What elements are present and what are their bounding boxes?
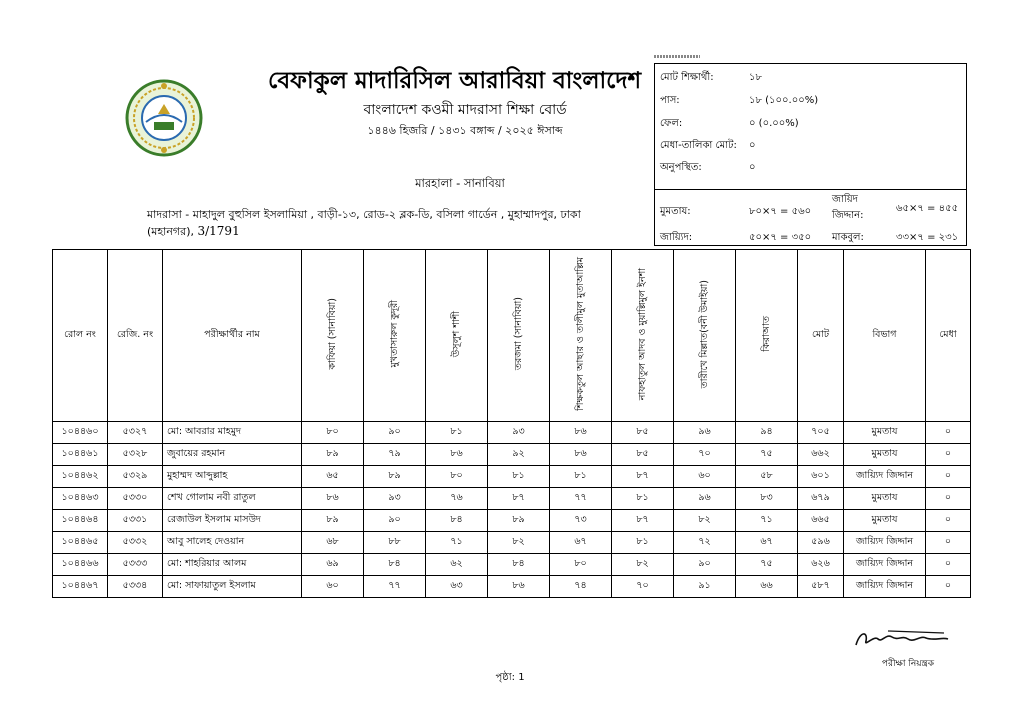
col-subject-1-label: কাফিয়া (সানাবিয়া) bbox=[327, 298, 338, 370]
results-table bbox=[52, 249, 971, 598]
table-row bbox=[53, 444, 971, 466]
cell-reg: ৫৩২৯ bbox=[108, 466, 163, 488]
cell-roll: ১০৪৪৬৬ bbox=[53, 554, 108, 576]
table-row bbox=[53, 422, 971, 444]
cell-mark: ৮৭ bbox=[612, 510, 674, 532]
cell-mark: ৮৬ bbox=[488, 576, 550, 598]
cell-mark: ৯৩ bbox=[488, 422, 550, 444]
cell-division: মুমতায bbox=[844, 488, 926, 510]
cell-mark: ৮০ bbox=[550, 554, 612, 576]
col-subject-6 bbox=[612, 250, 674, 422]
cell-division: মুমতায bbox=[844, 510, 926, 532]
cell-mark: ৯৪ bbox=[736, 422, 798, 444]
cell-name: মো: আবরার মাহমুদ bbox=[163, 422, 302, 444]
cell-roll: ১০৪৪৬৩ bbox=[53, 488, 108, 510]
cell-mark: ৮৬ bbox=[550, 422, 612, 444]
cell-mark: ৮৬ bbox=[302, 488, 364, 510]
cell-mark: ৭৫ bbox=[736, 444, 798, 466]
table-row bbox=[53, 576, 971, 598]
summary-merit-label: মেধা-তালিকা মোট: bbox=[660, 140, 737, 151]
col-division: বিভাগ bbox=[844, 250, 926, 422]
cell-division: জায়্যিদ জিদ্দান bbox=[844, 554, 926, 576]
cell-merit: ০ bbox=[926, 532, 971, 554]
cell-mark: ৬২ bbox=[426, 554, 488, 576]
cell-mark: ৯০ bbox=[364, 422, 426, 444]
col-subject-7 bbox=[674, 250, 736, 422]
table-header-row bbox=[53, 250, 971, 422]
col-subject-7-label: তারীখে মিল্লাত(বনী উমাইয়া) bbox=[699, 279, 710, 389]
cell-division: মুমতায bbox=[844, 422, 926, 444]
cell-mark: ৭৪ bbox=[550, 576, 612, 598]
cell-mark: ৮৩ bbox=[736, 488, 798, 510]
summary-fail-label: ফেল: bbox=[660, 118, 683, 129]
summary-tag bbox=[654, 55, 700, 58]
summary-pass-value: ১৮ (১০০.০০%) bbox=[749, 95, 819, 106]
grade-jj-label-1: জায়িদ bbox=[832, 194, 858, 205]
table-row bbox=[53, 510, 971, 532]
cell-mark: ৮৬ bbox=[550, 444, 612, 466]
cell-total: ৫৯৬ bbox=[798, 532, 844, 554]
madrasa-address: মাদরাসা - মাহাদুল বুহুসিল ইসলামিয়া , বাড়ী-১৩, রোড-২ ব্লক-ডি, বসিলা গার্ডেন , মুহাম্মাদপুর, ঢাকা bbox=[147, 208, 581, 221]
cell-mark: ৭৬ bbox=[426, 488, 488, 510]
cell-mark: ৭১ bbox=[426, 532, 488, 554]
table-row bbox=[53, 554, 971, 576]
cell-total: ৬০১ bbox=[798, 466, 844, 488]
cell-mark: ৭১ bbox=[736, 510, 798, 532]
cell-merit: ০ bbox=[926, 510, 971, 532]
cell-name: রেজাউল ইসলাম মাসউদ bbox=[163, 510, 302, 532]
cell-mark: ৮৭ bbox=[612, 466, 674, 488]
madrasa-address-cont: (মহানগর), bbox=[147, 225, 194, 238]
summary-absent-label: অনুপস্থিত: bbox=[660, 162, 702, 173]
cell-mark: ৮১ bbox=[426, 422, 488, 444]
grade-maqbul-label: মাকবুল: bbox=[832, 232, 864, 243]
session-date-line: ১৪৪৬ হিজরি / ১৪৩১ বঙ্গাব্দ / ২০২৫ ঈসাব্দ bbox=[367, 124, 563, 137]
cell-mark: ৮৪ bbox=[426, 510, 488, 532]
cell-mark: ৭০ bbox=[674, 444, 736, 466]
cell-mark: ৭৭ bbox=[364, 576, 426, 598]
cell-reg: ৫৩৩১ bbox=[108, 510, 163, 532]
grade-jayyid-value: ৫০×৭ = ৩৫০ bbox=[749, 232, 812, 243]
col-subject-3-label: উসূলুশ শাশী bbox=[451, 310, 462, 358]
col-total: মোট bbox=[798, 250, 844, 422]
cell-mark: ৮১ bbox=[612, 488, 674, 510]
cell-roll: ১০৪৪৬৪ bbox=[53, 510, 108, 532]
table-row bbox=[53, 466, 971, 488]
cell-merit: ০ bbox=[926, 422, 971, 444]
cell-reg: ৫৩৩৩ bbox=[108, 554, 163, 576]
col-reg: রেজি. নং bbox=[108, 250, 163, 422]
cell-mark: ৮৮ bbox=[364, 532, 426, 554]
cell-merit: ০ bbox=[926, 554, 971, 576]
col-subject-6-label: নাফহাতুল আদব ও মুয়াল্লিমুল ইনশা bbox=[637, 267, 648, 401]
cell-mark: ৫৮ bbox=[736, 466, 798, 488]
grade-jj-value: ৬৫×৭ = ৪৫৫ bbox=[896, 203, 959, 214]
summary-absent-value: ০ bbox=[749, 162, 756, 173]
signature-label: পরীক্ষা নিয়ন্ত্রক bbox=[881, 659, 935, 669]
cell-mark: ৭৩ bbox=[550, 510, 612, 532]
cell-merit: ০ bbox=[926, 466, 971, 488]
cell-mark: ৮৯ bbox=[488, 510, 550, 532]
col-merit: মেধা bbox=[926, 250, 971, 422]
page-number: পৃষ্ঠা: 1 bbox=[495, 672, 525, 683]
cell-reg: ৫৩২৭ bbox=[108, 422, 163, 444]
grade-jayyid-label: জায়্যিদ: bbox=[660, 232, 693, 243]
cell-mark: ৮২ bbox=[674, 510, 736, 532]
cell-mark: ৯১ bbox=[674, 576, 736, 598]
col-subject-2-label: মুখতাসারুল কুদূরী bbox=[389, 300, 400, 368]
cell-mark: ৭২ bbox=[674, 532, 736, 554]
cell-division: জায়্যিদ জিদ্দান bbox=[844, 576, 926, 598]
cell-mark: ৮৪ bbox=[488, 554, 550, 576]
cell-mark: ৯০ bbox=[674, 554, 736, 576]
cell-mark: ৯০ bbox=[364, 510, 426, 532]
summary-divider bbox=[655, 189, 966, 190]
cell-mark: ৬৯ bbox=[302, 554, 364, 576]
cell-total: ৬৬৫ bbox=[798, 510, 844, 532]
cell-mark: ৬৬ bbox=[736, 576, 798, 598]
cell-mark: ৮১ bbox=[612, 532, 674, 554]
cell-division: জায়্যিদ জিদ্দান bbox=[844, 532, 926, 554]
cell-roll: ১০৪৪৬২ bbox=[53, 466, 108, 488]
cell-roll: ১০৪৪৬৭ bbox=[53, 576, 108, 598]
col-subject-3 bbox=[426, 250, 488, 422]
cell-mark: ৯৬ bbox=[674, 488, 736, 510]
col-subject-2 bbox=[364, 250, 426, 422]
summary-total-value: ১৮ bbox=[749, 72, 762, 83]
cell-mark: ৮৬ bbox=[426, 444, 488, 466]
cell-mark: ৮৭ bbox=[488, 488, 550, 510]
summary-pass-label: পাস: bbox=[660, 95, 680, 106]
col-subject-5 bbox=[550, 250, 612, 422]
cell-mark: ৮১ bbox=[488, 466, 550, 488]
cell-mark: ৬৭ bbox=[550, 532, 612, 554]
cell-name: মো: সাফায়াতুল ইসলাম bbox=[163, 576, 302, 598]
cell-division: মুমতায bbox=[844, 444, 926, 466]
cell-merit: ০ bbox=[926, 444, 971, 466]
summary-merit-value: ০ bbox=[749, 140, 756, 151]
cell-name: মুহাম্মদ আব্দুল্লাহ bbox=[163, 466, 302, 488]
cell-total: ৬৭৯ bbox=[798, 488, 844, 510]
controller-signature bbox=[848, 627, 953, 651]
col-name: পরীক্ষার্থীর নাম bbox=[163, 250, 302, 422]
cell-merit: ০ bbox=[926, 576, 971, 598]
col-subject-5-label: শিক্ষকতুল আছার ও তালীমুল মুতাআল্লিম bbox=[575, 257, 586, 411]
grade-jj-label-2: জিদ্দান: bbox=[832, 210, 864, 221]
cell-mark: ৬০ bbox=[302, 576, 364, 598]
cell-mark: ৬৩ bbox=[426, 576, 488, 598]
cell-mark: ৬০ bbox=[674, 466, 736, 488]
cell-mark: ৮৫ bbox=[612, 422, 674, 444]
summary-box bbox=[654, 63, 967, 246]
cell-reg: ৫৩৩৪ bbox=[108, 576, 163, 598]
cell-mark: ৮৯ bbox=[302, 444, 364, 466]
cell-name: মো: শাহরিয়ার আলম bbox=[163, 554, 302, 576]
cell-merit: ০ bbox=[926, 488, 971, 510]
cell-mark: ৯২ bbox=[488, 444, 550, 466]
cell-mark: ৯৬ bbox=[674, 422, 736, 444]
table-row bbox=[53, 488, 971, 510]
cell-mark: ৮০ bbox=[426, 466, 488, 488]
col-subject-8 bbox=[736, 250, 798, 422]
grade-mumtaz-label: মুমতায: bbox=[660, 206, 691, 217]
cell-name: জুবায়ের রহমান bbox=[163, 444, 302, 466]
col-subject-1 bbox=[302, 250, 364, 422]
cell-mark: ৭০ bbox=[612, 576, 674, 598]
cell-mark: ৭৯ bbox=[364, 444, 426, 466]
cell-mark: ৮১ bbox=[550, 466, 612, 488]
madrasa-code: 3/1791 bbox=[197, 224, 240, 238]
grade-maqbul-value: ৩৩×৭ = ২৩১ bbox=[896, 232, 959, 243]
cell-total: ৬৬২ bbox=[798, 444, 844, 466]
cell-roll: ১০৪৪৬৫ bbox=[53, 532, 108, 554]
cell-mark: ৬৫ bbox=[302, 466, 364, 488]
cell-mark: ৮৫ bbox=[612, 444, 674, 466]
summary-fail-value: ০ (০.০০%) bbox=[749, 118, 799, 129]
cell-reg: ৫৩৩০ bbox=[108, 488, 163, 510]
cell-mark: ৬৮ bbox=[302, 532, 364, 554]
cell-name: শেখ গোলাম নবী রাতুল bbox=[163, 488, 302, 510]
cell-mark: ৭৭ bbox=[550, 488, 612, 510]
cell-total: ৬২৬ bbox=[798, 554, 844, 576]
madrasa-info bbox=[147, 206, 637, 240]
col-roll: রোল নং bbox=[53, 250, 108, 422]
cell-name: আবু সালেহ দেওয়ান bbox=[163, 532, 302, 554]
cell-roll: ১০৪৪৬০ bbox=[53, 422, 108, 444]
board-subtitle: বাংলাদেশ কওমী মাদরাসা শিক্ষা বোর্ড bbox=[363, 102, 567, 118]
cell-mark: ৮৯ bbox=[364, 466, 426, 488]
cell-mark: ৮২ bbox=[612, 554, 674, 576]
grade-mumtaz-value: ৮০×৭ = ৫৬০ bbox=[749, 206, 812, 217]
cell-mark: ৮৪ bbox=[364, 554, 426, 576]
board-logo-emblem bbox=[124, 78, 204, 158]
col-subject-4 bbox=[488, 250, 550, 422]
cell-total: ৫৮৭ bbox=[798, 576, 844, 598]
col-subject-8-label: কিরাআত bbox=[761, 316, 772, 352]
cell-reg: ৫৩২৮ bbox=[108, 444, 163, 466]
col-subject-4-label: তরজমা (সানাবিয়া) bbox=[513, 297, 524, 371]
cell-mark: ৬৭ bbox=[736, 532, 798, 554]
table-row bbox=[53, 532, 971, 554]
cell-division: জায়্যিদ জিদ্দান bbox=[844, 466, 926, 488]
cell-reg: ৫৩৩২ bbox=[108, 532, 163, 554]
summary-total-label: মোট শিক্ষার্থী: bbox=[660, 72, 714, 83]
cell-mark: ৮৯ bbox=[302, 510, 364, 532]
marhala-level: মারহালা - সানাবিয়া bbox=[415, 176, 505, 190]
cell-total: ৭০৫ bbox=[798, 422, 844, 444]
cell-mark: ৯৩ bbox=[364, 488, 426, 510]
board-title: বেফাকুল মাদারিসিল আরাবিয়া বাংলাদেশ bbox=[268, 68, 642, 94]
cell-roll: ১০৪৪৬১ bbox=[53, 444, 108, 466]
cell-mark: ৮২ bbox=[488, 532, 550, 554]
cell-mark: ৮০ bbox=[302, 422, 364, 444]
cell-mark: ৭৫ bbox=[736, 554, 798, 576]
